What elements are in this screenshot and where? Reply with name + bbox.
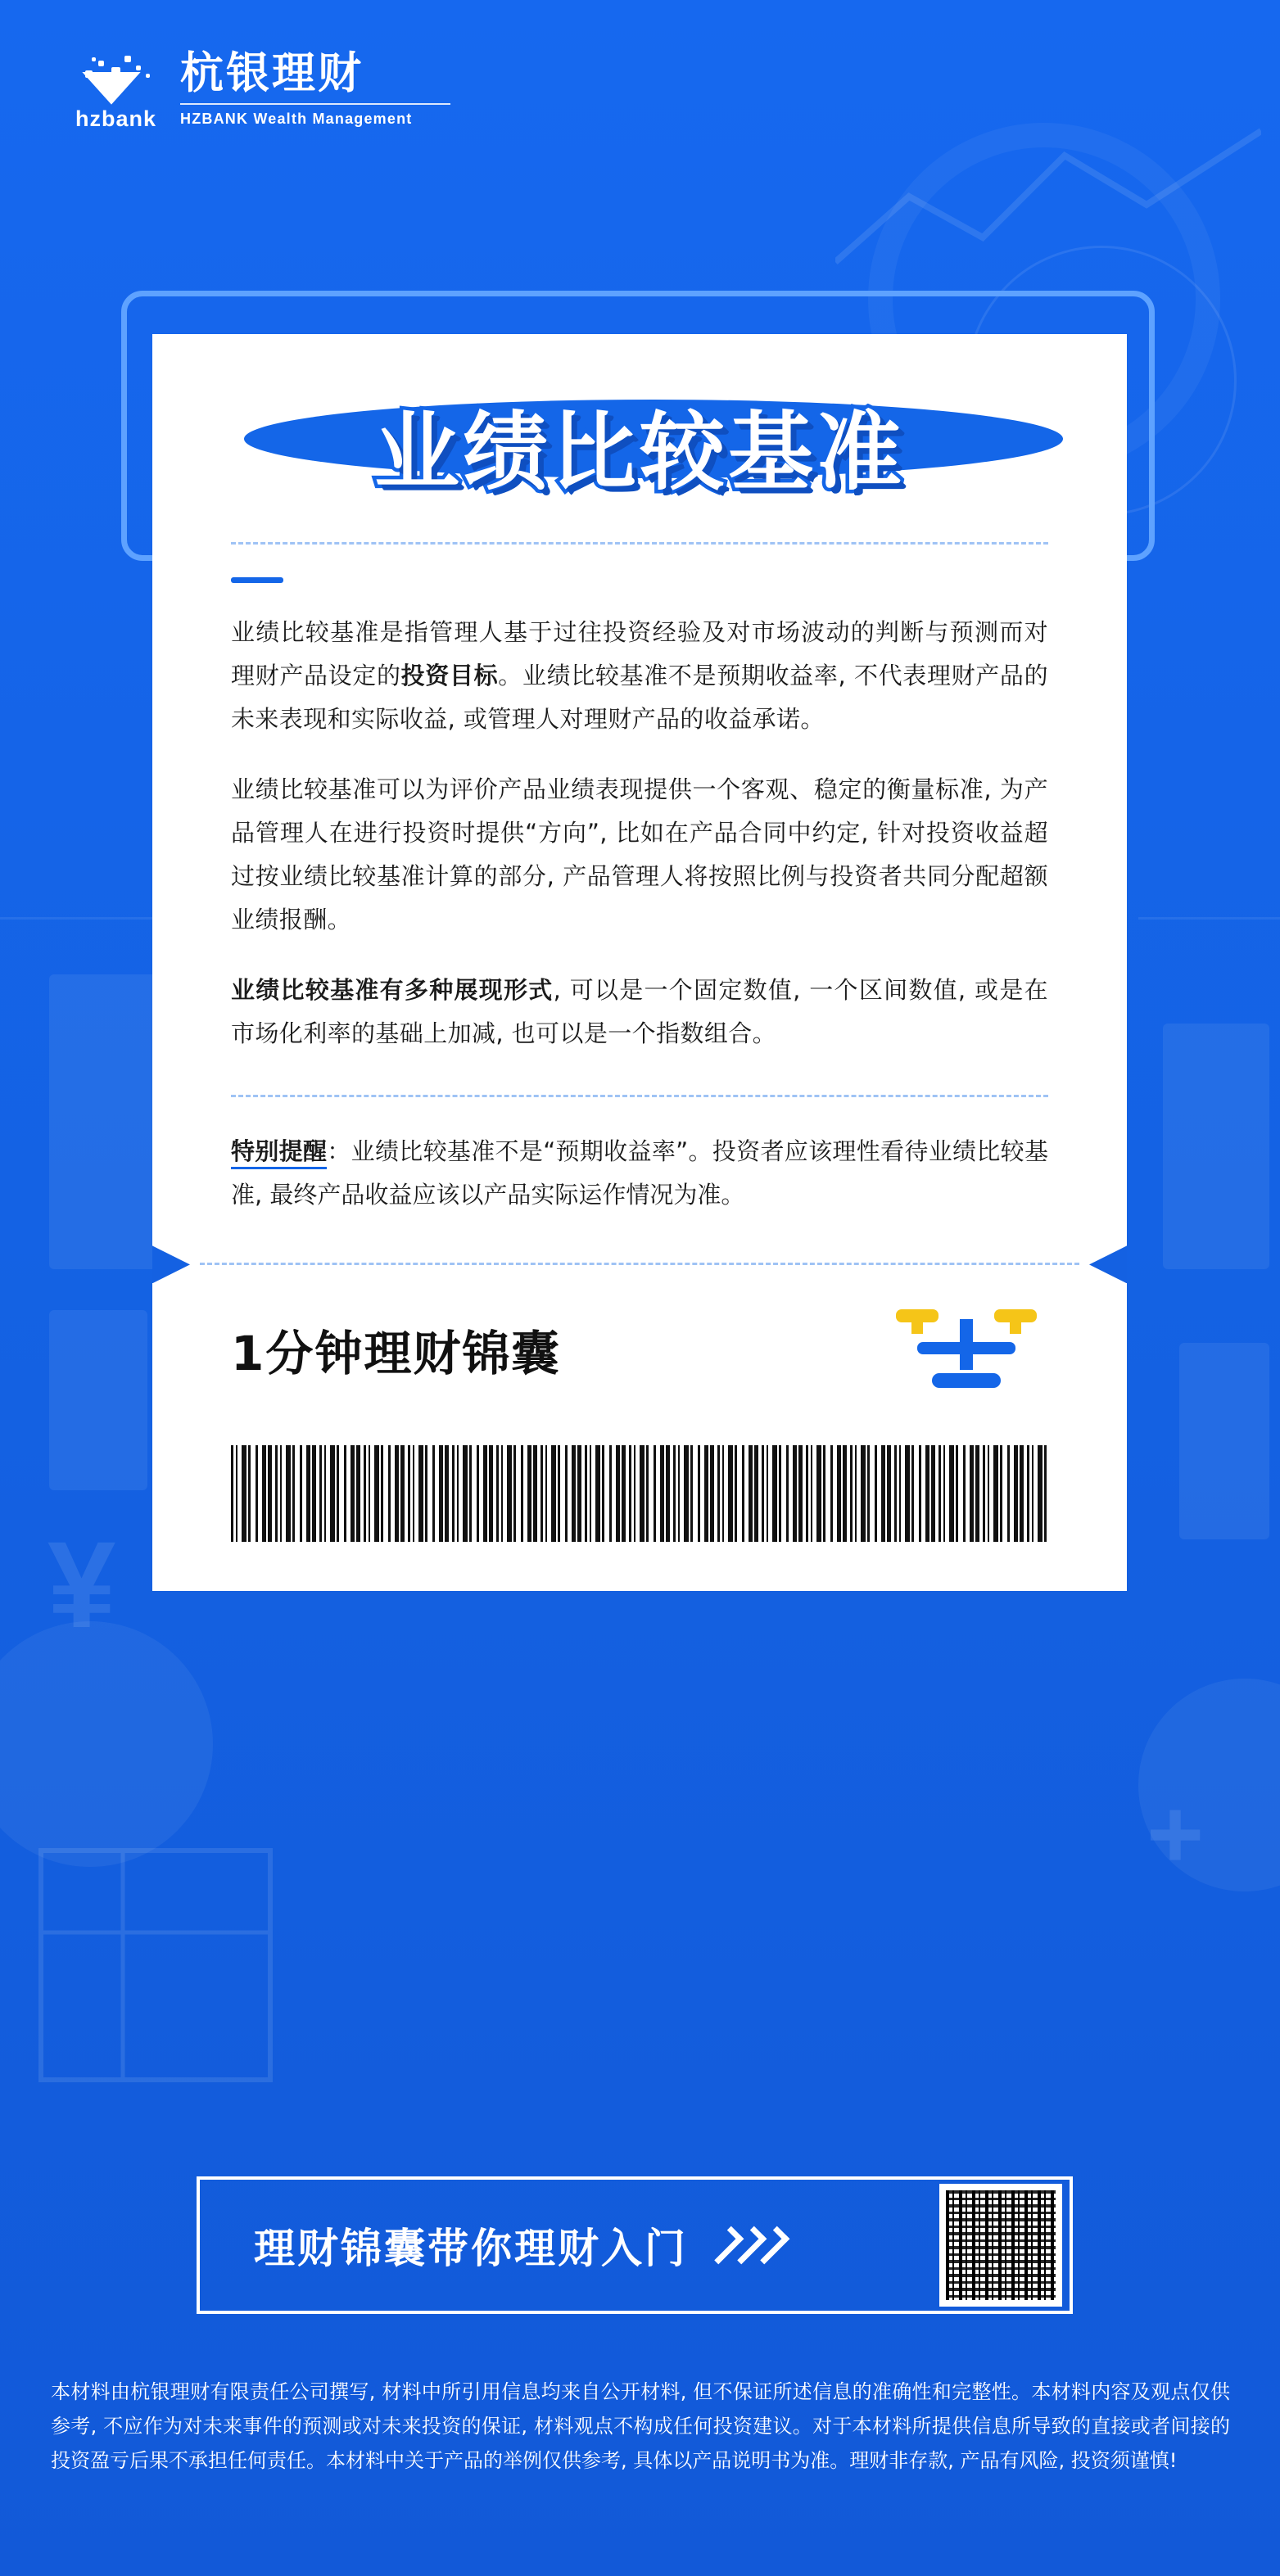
paragraph-1 [231,611,1048,740]
page-title: 业绩比较基准 [373,402,905,502]
logo-icon [64,52,162,131]
paragraph-3 [231,969,1048,1055]
logo-latin-hz: hzbank [75,106,157,131]
logo-diamond-icon [82,72,141,105]
special-tip-label: 特别提醒 [231,1137,327,1169]
logo-latin-name [75,106,156,132]
background-decoration: ¥ + [0,0,1280,2576]
cta-label: 理财锦囊带你理财入门 [254,2225,688,2272]
paragraph-1-bold: 投资目标 [400,661,499,689]
divider-dashed-mid [231,1095,1048,1097]
divider-dashed-top [231,542,1048,545]
paragraph-1-part-1: 业绩比较基准是指管理人基于过往投资经验及对市场波动的判断与预测而对理财产品设定的 [231,618,1048,689]
notch-left [152,1245,190,1283]
paragraph-2-text: 业绩比较基准可以为评价产品业绩表现提供一个客观、稳定的衡量标准, 为产品管理人在进行投资时提供“方向”, 比如在产品合同中约定, 针对投资收益超过按业绩比较基准计算的部分, 产品管理人将按照比例与投资者共同分配超额业绩报酬。 [231,775,1048,933]
brand-name-cn: 杭银理财 [180,48,364,98]
balance-scale-icon [884,1304,1048,1394]
tagline: 1分钟理财锦囊 [231,1326,561,1382]
paragraph-3-text: , 可以是一个固定数值, 一个区间数值, 或是在市场化利率的基础上加减, 也可以是一个指数组合。 [231,976,1048,1048]
background-grid [33,1842,278,2088]
notch-dashed-line [200,1263,1079,1265]
ticket-footer [152,1283,1127,1591]
special-tip-text: ：业绩比较基准不是“预期收益率”。投资者应该理性看待业绩比较基准, 最终产品收益应该以产品实际运作情况为准。 [231,1137,1048,1209]
brand-name-en: HZBANK Wealth Management [180,103,450,128]
body-copy [231,611,1048,1055]
cta-banner[interactable] [197,2176,1073,2314]
title-banner [152,349,1127,537]
special-tip [231,1130,1048,1217]
content-ticket [152,334,1127,1591]
qr-code[interactable] [939,2184,1062,2307]
barcode [231,1445,1048,1542]
triple-chevron-right-icon [716,2227,780,2263]
background-chart-line [835,98,1261,311]
qr-code-pattern [946,2190,1056,2300]
accent-rule [231,577,283,583]
paragraph-2 [231,768,1048,941]
brand-header [64,48,450,131]
paragraph-1-part-2: 。业绩比较基准不是预期收益率, 不代表理财产品的未来表现和实际收益, 或管理人对理财产品的收益承诺。 [231,661,1048,733]
notch-right [1089,1245,1127,1283]
disclaimer-text: 本材料由杭银理财有限责任公司撰写, 材料中所引用信息均来自公开材料, 但不保证所述信息的准确性和完整性。本材料内容及观点仅供参考, 不应作为对未来事件的预测或对未来投资的保证, 材料观点不构成任何投资建议。对于本材料所提供信息所导致的直接或者间接的投资盈亏后果不承担任何责任。本材料中关于产品的举例仅供参考, 具体以产品说明书为准。理财非存款, 产品有风险, 投资须谨慎! [51,2380,1230,2472]
ticket-perforation [152,1245,1127,1283]
paragraph-3-bold: 业绩比较基准有多种展现形式 [231,976,554,1005]
